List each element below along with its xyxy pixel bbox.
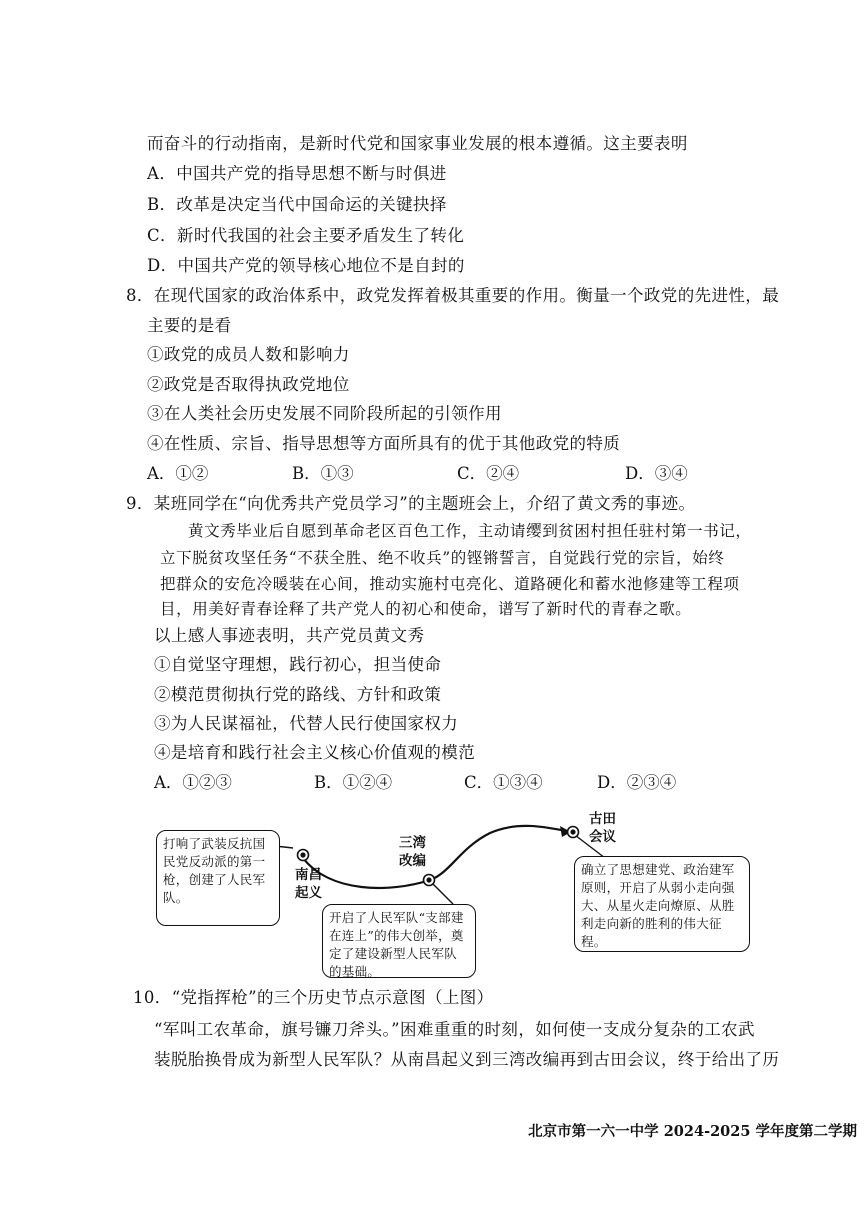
q10-line-2: 装脱胎换骨成为新型人民军队？从南昌起义到三湾改编再到古田会议，终于给出了历 <box>154 1050 780 1069</box>
nanchang-note-box: 打响了武装反抗国民党反动派的第一枪，创建了人民军队。 <box>156 830 280 926</box>
gutian-label-line-1: 古田 <box>589 811 616 827</box>
q8-item-4: ④在性质、宗旨、指导思想等方面所具有的优于其他政党的特质 <box>147 434 621 453</box>
q9-stem: 9．某班同学在“向优秀共产党员学习”的主题班会上，介绍了黄文秀的事迹。 <box>126 494 696 513</box>
history-timeline-diagram <box>150 808 790 988</box>
gutian-note-box: 确立了思想建党、政治建军原则，开启了从弱小走向强大、从星火走向燎原、从胜利走向新的胜利的伟大征程。 <box>574 856 750 952</box>
q9-quote-line-1: 黄文秀毕业后自愿到革命老区百色工作，主动请缨到贫困村担任驻村第一书记， <box>188 522 752 540</box>
q10-stem: 10．“党指挥枪”的三个历史节点示意图（上图） <box>133 988 494 1007</box>
q7-option-c: C．新时代我国的社会主要矛盾发生了转化 <box>147 226 465 245</box>
q9-choices <box>154 772 714 794</box>
q8-choice-b: B．①③ <box>292 464 354 483</box>
q9-quote-line-3: 把群众的安危冷暖装在心间，推动实施村屯亮化、道路硬化和蓄水池修建等工程项 <box>160 575 740 593</box>
nanchang-label <box>295 866 322 902</box>
q8-item-2: ②政党是否取得执政党地位 <box>147 375 350 394</box>
q10-line-1: “军叫工农革命，旗号镰刀斧头。”困难重重的时刻，如何使一支成分复杂的工农武 <box>154 1020 755 1039</box>
gutian-label <box>589 810 616 846</box>
gutian-label-line-2: 会议 <box>589 829 616 845</box>
q8-choice-a: A．①② <box>147 464 209 483</box>
sanwan-label-line-2: 改编 <box>399 853 426 869</box>
q9-choice-b: B．①②④ <box>314 773 393 792</box>
q9-quote-line-4: 目，用美好青春诠释了共产党人的初心和使命，谱写了新时代的青春之歌。 <box>160 600 692 618</box>
q8-item-1: ①政党的成员人数和影响力 <box>147 345 350 364</box>
q9-choice-d: D．②③④ <box>597 773 677 792</box>
q7-option-a: A．中国共产党的指导思想不断与时俱进 <box>147 164 447 183</box>
sanwan-note-box: 开启了人民军队“支部建在连上”的伟大创举，奠定了建设新型人民军队的基础。 <box>322 904 476 978</box>
q8-item-3: ③在人类社会历史发展不同阶段所起的引领作用 <box>147 404 502 423</box>
q8-stem-line-1: 8．在现代国家的政治体系中，政党发挥着极其重要的作用。衡量一个政党的先进性，最 <box>126 286 780 305</box>
q7-stem-continuation: 而奋斗的行动指南，是新时代党和国家事业发展的根本遵循。这主要表明 <box>147 134 688 153</box>
q7-option-b: B．改革是决定当代中国命运的关键抉择 <box>147 195 447 214</box>
nanchang-label-line-1: 南昌 <box>295 867 322 883</box>
q9-choice-c: C．①③④ <box>464 773 543 792</box>
q8-choice-d: D．③④ <box>625 464 688 483</box>
q9-item-4: ④是培育和践行社会主义核心价值观的模范 <box>154 743 476 762</box>
q9-choice-a: A．①②③ <box>154 773 232 792</box>
q9-quote-line-2: 立下脱贫攻坚任务“不获全胜、绝不收兵”的铿锵誓言，自觉践行党的宗旨，始终 <box>160 549 725 567</box>
q9-item-3: ③为人民谋福祉，代替人民行使国家权力 <box>154 714 459 733</box>
q7-option-d: D．中国共产党的领导核心地位不是自封的 <box>147 256 465 275</box>
q8-stem-line-2: 主要的是看 <box>147 316 232 335</box>
q8-choice-c: C．②④ <box>457 464 520 483</box>
q9-item-2: ②模范贯彻执行党的路线、方针和政策 <box>154 685 442 704</box>
q9-item-1: ①自觉坚守理想，践行初心，担当使命 <box>154 655 442 674</box>
sanwan-label-line-1: 三湾 <box>399 835 426 851</box>
page-footer: 北京市第一六一中学 2024-2025 学年度第二学期 <box>528 1123 857 1140</box>
q8-choices <box>147 463 707 485</box>
sanwan-label <box>399 834 426 870</box>
nanchang-label-line-2: 起义 <box>295 885 322 901</box>
q9-lead: 以上感人事迹表明，共产党员黄文秀 <box>154 626 425 645</box>
